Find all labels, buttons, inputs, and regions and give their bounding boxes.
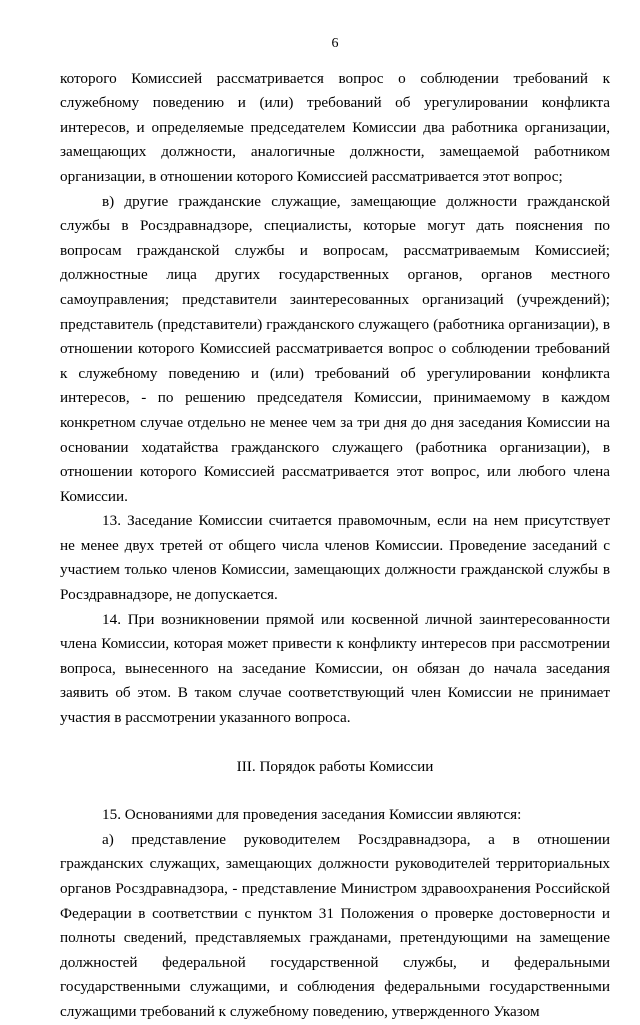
section-heading: III. Порядок работы Комиссии <box>236 757 434 775</box>
page-number: 6 <box>331 36 339 51</box>
paragraph-item-a: а) представление руководителем Росздравнадзора, а в отношении гражданских служащих, замещающих должности руководителей территориальных органов Росздравнадзора, - представление Министром здравоохранения Российской Федерации в соответствии с пунктом 31 Положения о проверке достоверности и полноты сведений, представляемых гражданами, претендующими на замещение должностей федеральной государственной службы, и федеральными государственными служащими, и соблюдения федеральными государственными служащими требований к служебному поведению, утвержденного Указом <box>60 830 610 1020</box>
paragraph-15: 15. Основаниями для проведения заседания Комиссии являются: <box>102 806 522 824</box>
paragraph-14: 14. При возникновении прямой или косвенной личной заинтересованности члена Комиссии, которая может привести к конфликту интересов при рассмотрении вопроса, вынесенного на заседание Комиссии, он обязан до начала заседания заявить об этом. В таком случае соответствующий член Комиссии не принимает участия в рассмотрении указанного вопроса. <box>60 610 610 727</box>
paragraph-13: 13. Заседание Комиссии считается правомочным, если на нем присутствует не менее двух третей от общего числа членов Комиссии. Проведение заседаний с участием только членов Комиссии, замещающих должности гражданской службы в Росздравнадзоре, не допускается. <box>60 512 610 604</box>
document-page <box>60 32 610 1025</box>
paragraph-continuation: которого Комиссией рассматривается вопрос о соблюдении требований к служебному поведению и (или) требований об урегулировании конфликта интересов, и определяемые председателем Комиссии два работника организации, замещающих должности, аналогичные должности, замещаемой работником организации, в отношении которого Комиссией рассматривается этот вопрос; <box>60 69 610 185</box>
paragraph-item-v: в) другие гражданские служащие, замещающие должности гражданской службы в Росздравнадзоре, специалисты, которые могут дать пояснения по вопросам гражданской службы и вопросам, рассматриваемым Комиссией; должностные лица других государственных органов, органов местного самоуправления; представители заинтересованных организаций (учреждений); представитель (представители) гражданского служащего (работника организации), в отношении которого Комиссией рассматривается вопрос о соблюдении требований к служебному поведению и (или) требований об урегулировании конфликта интересов, - по решению председателя Комиссии, принимаемому в каждом конкретном случае отдельно не менее чем за три дня до дня заседания Комиссии на основании ходатайства гражданского служащего (работника организации), в отношении которого Комиссией рассматривается этот вопрос, или любого члена Комиссии. <box>60 192 610 505</box>
